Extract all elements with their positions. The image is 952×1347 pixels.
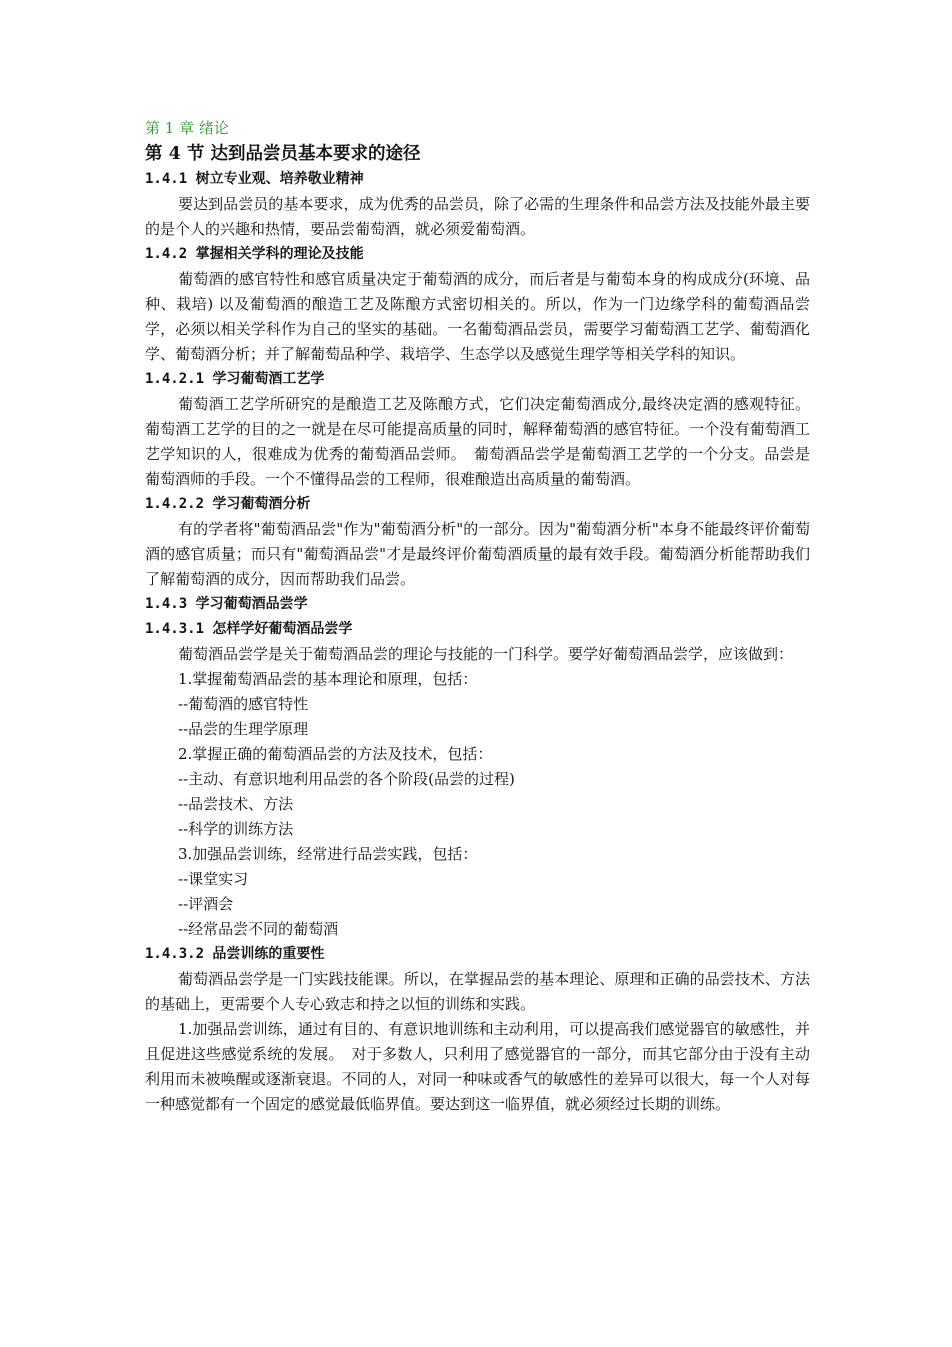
list-item: --评酒会 [178, 895, 234, 913]
subsection-heading: 1.4.3.1 怎样学好葡萄酒品尝学 [145, 621, 353, 637]
section-block [145, 167, 810, 242]
section-block [145, 617, 810, 942]
list-item: 2.掌握正确的葡萄酒品尝的方法及技术，包括： [178, 745, 493, 763]
subsection-heading: 1.4.2.1 学习葡萄酒工艺学 [145, 371, 325, 387]
subsection-heading: 1.4.2 掌握相关学科的理论及技能 [145, 246, 364, 262]
body-paragraph: 1.加强品尝训练，通过有目的、有意识地训练和主动利用，可以提高我们感觉器官的敏感性，并且促进这些感觉系统的发展。 对于多数人，只利用了感觉器官的一部分，而其它部分由于没有主动利用而未被唤醒或逐渐衰退。不同的人，对同一种味或香气的敏感性的差异可以很大，每一个人对每一种感觉都有一个固定的感觉最低临界值。要达到这一临界值，就必须经过长期的训练。 [145, 1020, 810, 1113]
list-item: --课堂实习 [178, 870, 249, 888]
section-block [145, 367, 810, 492]
section-block [145, 942, 810, 1117]
requirement-list [145, 667, 810, 942]
list-item: --主动、有意识地利用品尝的各个阶段(品尝的过程) [178, 770, 515, 788]
section-block [145, 592, 810, 617]
section-block [145, 492, 810, 592]
body-paragraph: 葡萄酒品尝学是一门实践技能课。所以，在掌握品尝的基本理论、原理和正确的品尝技术、方法的基础上，更需要个人专心致志和持之以恒的训练和实践。 [145, 970, 810, 1013]
body-paragraph: 葡萄酒的感官特性和感官质量决定于葡萄酒的成分，而后者是与葡萄本身的构成成分(环境、品种、栽培) 以及葡萄酒的酿造工艺及陈酿方式密切相关的。所以，作为一门边缘学科的葡萄酒品尝学，必须以相关学科作为自己的坚实的基础。一名葡萄酒品尝员，需要学习葡萄酒工艺学、葡萄酒化学、葡萄酒分析；并了解葡萄品种学、栽培学、生态学以及感觉生理学等相关学科的知识。 [145, 270, 810, 363]
section-title: 第 4 节 达到品尝员基本要求的途径 [145, 144, 421, 164]
list-item: --葡萄酒的感官特性 [178, 695, 309, 713]
document-page [145, 116, 810, 1117]
body-paragraph: 葡萄酒工艺学所研究的是酿造工艺及陈酿方式，它们决定葡萄酒成分,最终决定酒的感观特征。葡萄酒工艺学的目的之一就是在尽可能提高质量的同时，解释葡萄酒的感官特征。一个没有葡萄酒工艺学知识的人，很难成为优秀的葡萄酒品尝师。 葡萄酒品尝学是葡萄酒工艺学的一个分支。品尝是葡萄酒师的手段。一个不懂得品尝的工程师，很难酿造出高质量的葡萄酒。 [145, 395, 810, 488]
list-item: --科学的训练方法 [178, 820, 294, 838]
body-paragraph: 要达到品尝员的基本要求，成为优秀的品尝员，除了必需的生理条件和品尝方法及技能外最主要的是个人的兴趣和热情，要品尝葡萄酒，就必须爱葡萄酒。 [145, 195, 810, 238]
subsection-heading: 1.4.3.2 品尝训练的重要性 [145, 946, 325, 962]
section-block [145, 242, 810, 367]
body-paragraph: 葡萄酒品尝学是关于葡萄酒品尝的理论与技能的一门科学。要学好葡萄酒品尝学，应该做到： [178, 645, 794, 663]
subsection-heading: 1.4.2.2 学习葡萄酒分析 [145, 496, 311, 512]
list-item: 3.加强品尝训练，经常进行品尝实践，包括： [178, 845, 478, 863]
chapter-label: 第 1 章 绪论 [145, 119, 229, 137]
body-paragraph: 有的学者将"葡萄酒品尝"作为"葡萄酒分析"的一部分。因为"葡萄酒分析"本身不能最终评价葡萄酒的感官质量；而只有"葡萄酒品尝"才是最终评价葡萄酒质量的最有效手段。葡萄酒分析能帮助我们了解葡萄酒的成分，因而帮助我们品尝。 [145, 520, 810, 588]
list-item: 1.掌握葡萄酒品尝的基本理论和原理，包括： [178, 670, 478, 688]
list-item: --品尝技术、方法 [178, 795, 294, 813]
list-item: --品尝的生理学原理 [178, 720, 309, 738]
subsection-heading: 1.4.3 学习葡萄酒品尝学 [145, 596, 308, 612]
subsection-heading: 1.4.1 树立专业观、培养敬业精神 [145, 171, 364, 187]
list-item: --经常品尝不同的葡萄酒 [178, 920, 339, 938]
